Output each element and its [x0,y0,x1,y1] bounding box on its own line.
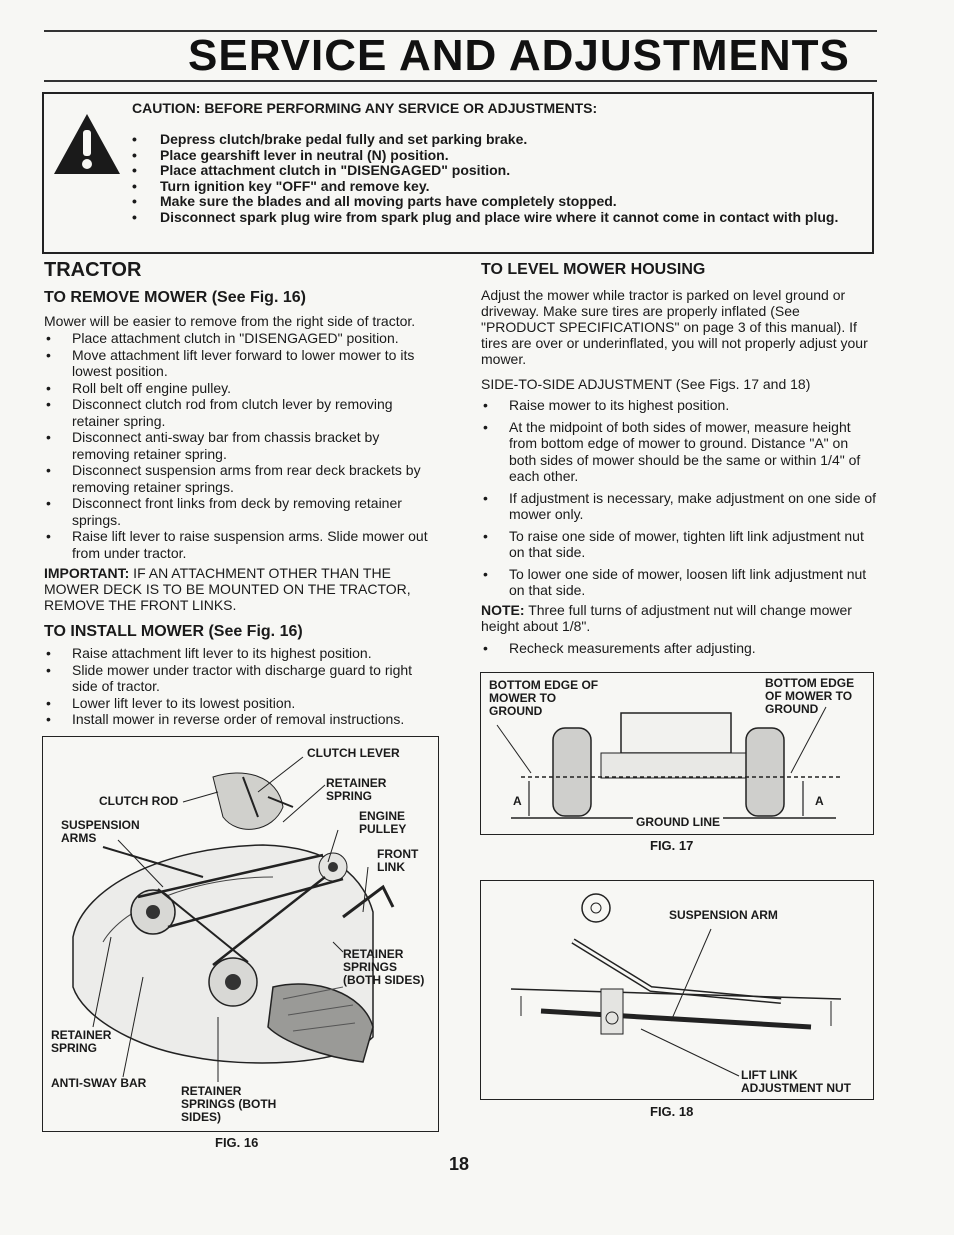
fig16-frame [42,736,439,1132]
recheck-list [481,640,877,657]
important-label: IMPORTANT: [44,565,130,581]
list-item: • To raise one side of mower, tighten lift link adjustment nut on that side. [481,528,877,561]
list-item: • Raise mower to its highest position. [481,397,877,414]
label-retainer-spring-top: RETAINER SPRING [326,776,387,803]
caution-list [132,132,852,225]
label-front-link: FRONT LINK [377,847,419,874]
fig17-frame [480,672,874,835]
label-suspension-arm: SUSPENSION ARM [669,908,778,922]
list-item: • Raise attachment lift lever to its highest position. [44,645,439,662]
side-to-side-heading: SIDE-TO-SIDE ADJUSTMENT (See Figs. 17 and 18) [481,376,811,392]
list-item: • If adjustment is necessary, make adjustment on one side of mower only. [481,490,877,523]
important-text: IF AN ATTACHMENT OTHER THAN THE MOWER DECK IS TO BE MOUNTED ON THE TRACTOR, REMOVE THE FRONT LINKS. [44,565,411,613]
install-mower-heading: TO INSTALL MOWER (See Fig. 16) [44,623,303,640]
list-item: • Disconnect clutch rod from clutch lever by removing retainer spring. [44,396,439,429]
note-text [481,602,877,634]
label-engine-pulley: ENGINE PULLEY [359,809,407,836]
list-item: • Turn ignition key "OFF" and remove key. [132,179,852,195]
caution-heading: CAUTION: BEFORE PERFORMING ANY SERVICE OR ADJUSTMENTS: [132,100,598,116]
list-item: • Disconnect suspension arms from rear deck brackets by removing retainer springs. [44,462,439,495]
list-item: • Disconnect anti-sway bar from chassis bracket by removing retainer spring. [44,429,439,462]
label-bottom-edge-left: BOTTOM EDGE OF MOWER TO GROUND [489,678,599,718]
remove-intro: Mower will be easier to remove from the right side of tractor. [44,313,416,329]
list-item: • Recheck measurements after adjusting. [481,640,877,657]
list-item: • Lower lift lever to its lowest position. [44,695,439,712]
page-number: 18 [449,1154,470,1174]
list-item: • Move attachment lift lever forward to lower mower to its lowest position. [44,347,439,380]
note-body: Three full turns of adjustment nut will change mower height about 1/8". [481,602,852,634]
page-title: SERVICE AND ADJUSTMENTS [188,31,850,80]
list-item: • Disconnect front links from deck by removing retainer springs. [44,495,439,528]
list-item: • To lower one side of mower, loosen lift link adjustment nut on that side. [481,566,877,599]
label-anti-sway-bar: ANTI-SWAY BAR [51,1076,147,1090]
label-retainer-spring-left: RETAINER SPRING [51,1028,112,1055]
label-bottom-edge-right: BOTTOM EDGE OF MOWER TO GROUND [765,676,855,716]
important-note [44,565,439,613]
label-retainer-springs-bottom: RETAINER SPRINGS (BOTH SIDES) [181,1084,277,1124]
section-title-tractor: TRACTOR [44,259,142,281]
list-item: • Depress clutch/brake pedal fully and set parking brake. [132,132,852,148]
list-item: • Make sure the blades and all moving parts have completely stopped. [132,194,852,210]
label-a-right: A [815,794,824,808]
warning-triangle-icon [52,112,122,176]
install-steps-list [44,645,439,728]
label-ground-line: GROUND LINE [633,816,723,829]
fig17-caption: FIG. 17 [650,838,694,853]
fig18-frame [480,880,874,1100]
fig18-caption: FIG. 18 [650,1104,694,1119]
level-intro: Adjust the mower while tractor is parked on level ground or driveway. Make sure tires are properly inflated (See "PRODUCT SPECIFICATIONS" on page 3 of this manual). If tires are over or underinflated, you will not properly adjust your mower. [481,287,868,367]
list-item: • Roll belt off engine pulley. [44,380,439,397]
caution-box [42,92,874,254]
label-clutch-lever: CLUTCH LEVER [307,746,400,760]
label-suspension-arms: SUSPENSION ARMS [61,818,140,845]
list-item: • Place gearshift lever in neutral (N) position. [132,148,852,164]
label-clutch-rod: CLUTCH ROD [99,794,179,808]
label-lift-link-nut: LIFT LINK ADJUSTMENT NUT [741,1068,851,1095]
fig16-caption: FIG. 16 [215,1135,259,1150]
list-item: • Slide mower under tractor with discharge guard to right side of tractor. [44,662,439,695]
label-a-left: A [513,794,522,808]
list-item: • Raise lift lever to raise suspension arms. Slide mower out from under tractor. [44,528,439,561]
note-label: NOTE: [481,602,525,618]
level-steps-list [481,397,877,599]
list-item: • Install mower in reverse order of removal instructions. [44,711,439,728]
list-item: • Place attachment clutch in "DISENGAGED" position. [44,330,439,347]
list-item: • At the midpoint of both sides of mower, measure height from bottom edge of mower to ground. Distance "A" on both sides of mower should be the same or within 1/4" of each other. [481,419,877,485]
list-item: • Place attachment clutch in "DISENGAGED" position. [132,163,852,179]
remove-steps-list [44,330,439,561]
list-item: • Disconnect spark plug wire from spark plug and place wire where it cannot come in contact with plug. [132,210,852,226]
level-mower-heading: TO LEVEL MOWER HOUSING [481,261,706,278]
title-underline [44,80,877,82]
label-retainer-springs-right: RETAINER SPRINGS (BOTH SIDES) [343,947,425,987]
remove-mower-heading: TO REMOVE MOWER (See Fig. 16) [44,289,306,306]
